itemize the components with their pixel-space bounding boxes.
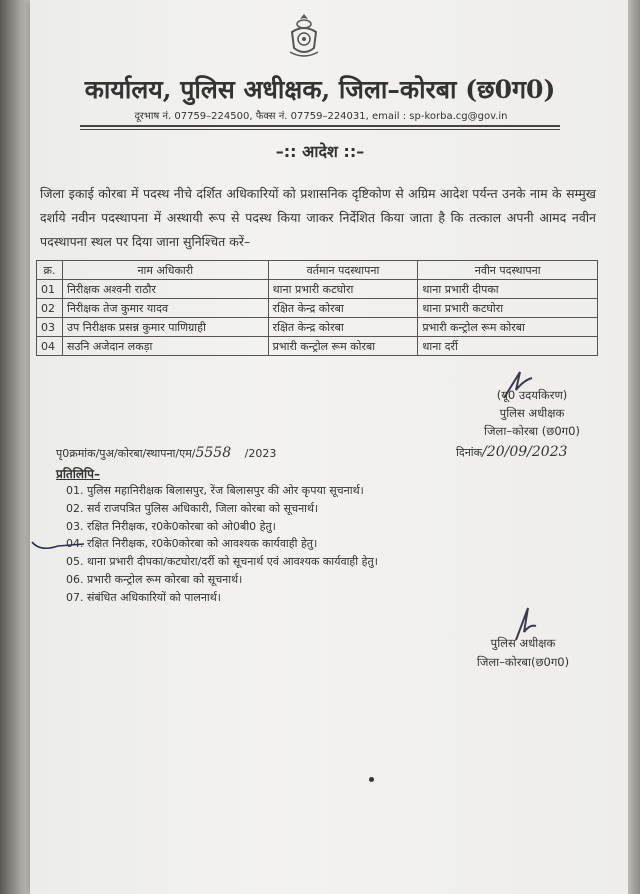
- table-row: [37, 299, 598, 318]
- cell-new: प्रभारी कन्ट्रोल रूम कोरबा: [418, 318, 598, 337]
- reference-date: [456, 444, 568, 460]
- handwritten-tick-icon: [28, 534, 88, 554]
- order-heading: –:: आदेश ::–: [275, 142, 365, 161]
- table-row: [37, 318, 598, 337]
- header-sr: क्र.: [37, 261, 63, 280]
- table-row: [37, 280, 598, 299]
- reference-number: [56, 445, 276, 461]
- cell-new: थाना दर्री: [418, 337, 598, 356]
- date-label: दिनांक: [456, 446, 483, 459]
- header-current-posting: वर्तमान पदस्थापना: [268, 261, 418, 280]
- date-value: /20/09/2023: [482, 444, 568, 460]
- signatory-district-2: जिला–कोरबा(छ0ग0): [476, 655, 570, 669]
- cell-sr: 04: [37, 337, 63, 356]
- signatory-name: (यू0 उदयकिरण): [496, 388, 568, 402]
- header-divider-thin: [80, 129, 560, 130]
- header-new-posting: नवीन पदस्थापना: [418, 261, 598, 280]
- list-item: 06. प्रभारी कन्ट्रोल रूम कोरबा को सूचनार्थ।: [66, 572, 243, 586]
- signatory-district: जिला–कोरबा (छ0ग0): [484, 424, 580, 438]
- list-item: 03. रक्षित निरीक्षक, र0के0कोरबा को ओ0बी0 हेतु।: [66, 519, 276, 533]
- cell-name: सउनि अजेदान लकड़ा: [62, 337, 268, 356]
- cell-current: थाना प्रभारी कटघोरा: [268, 280, 418, 299]
- list-item: 05. थाना प्रभारी दीपका/कटघोरा/दर्री को सूचनार्थ एवं आवश्यक कार्यवाही हेतु।: [66, 555, 378, 569]
- copy-list: [66, 482, 378, 607]
- table-row: [37, 337, 598, 356]
- paper-mark: [369, 777, 374, 782]
- postings-table: [36, 260, 598, 356]
- reference-handwritten-number: 5558: [195, 445, 232, 461]
- office-title: कार्यालय, पुलिस अधीक्षक, जिला–कोरबा (छ0ग0): [84, 75, 556, 104]
- header-name: नाम अधिकारी: [62, 261, 268, 280]
- cell-current: प्रभारी कन्ट्रोल रूम कोरबा: [268, 337, 418, 356]
- cell-name: उप निरीक्षक प्रसन्न कुमार पाणिग्राही: [62, 318, 268, 337]
- reference-year: /2023: [244, 447, 277, 460]
- list-item: 02. सर्व राजपत्रित पुलिस अधिकारी, जिला कोरबा को सूचनार्थ।: [66, 501, 319, 515]
- signatory-designation: पुलिस अधीक्षक: [499, 406, 565, 420]
- order-paragraph: जिला इकाई कोरबा में पदस्थ नीचे दर्शित अधिकारियों को प्रशासनिक दृष्टिकोण से अग्रिम आदेश पर्यन्त उनके नाम के सम्मुख दर्शाये नवीन पदस्थापना में अस्थायी रूप से पदस्थ किया जाकर निर्देशित किया जाता है कि तत्काल अपनी आमद नवीन पदस्थापना स्थल पर दिया जाना सुनिश्चित करें–: [40, 186, 596, 249]
- table-surface-left: [0, 0, 30, 894]
- reference-prefix: पृ0क्रमांक/पुअ/कोरबा/स्थापना/एम/: [56, 447, 196, 460]
- signature-block-2: [458, 634, 588, 672]
- header-divider: [80, 125, 560, 127]
- cell-sr: 03: [37, 318, 63, 337]
- list-item: 07. संबंधित अधिकारियों को पालनार्थ।: [66, 590, 221, 604]
- list-item: 01. पुलिस महानिरीक्षक बिलासपुर, रेंज बिलासपुर की ओर कृपया सूचनार्थ।: [66, 484, 364, 497]
- cell-name: निरीक्षक तेज कुमार यादव: [62, 299, 268, 318]
- cell-sr: 02: [37, 299, 63, 318]
- table-surface-right: [628, 0, 640, 894]
- contact-line: दूरभाष नं. 07759–224500, फैक्स नं. 07759–224031, email : sp-korba.cg@gov.in: [134, 111, 508, 122]
- copy-heading: प्रतिलिपि–: [56, 467, 100, 481]
- police-emblem-icon: [284, 12, 324, 58]
- cell-current: रक्षित केन्द्र कोरबा: [268, 299, 418, 318]
- cell-current: रक्षित केन्द्र कोरबा: [268, 318, 418, 337]
- list-item: 04. रक्षित निरीक्षक, र0के0कोरबा को आवश्यक कार्यवाही हेतु।: [66, 537, 318, 551]
- cell-sr: 01: [37, 280, 63, 299]
- signature-block-1: [452, 386, 612, 440]
- cell-new: थाना प्रभारी कटघोरा: [418, 299, 598, 318]
- signatory-designation-2: पुलिस अधीक्षक: [490, 636, 556, 650]
- cell-name: निरीक्षक अश्वनी राठौर: [62, 280, 268, 299]
- cell-new: थाना प्रभारी दीपका: [418, 280, 598, 299]
- table-header-row: [37, 261, 598, 280]
